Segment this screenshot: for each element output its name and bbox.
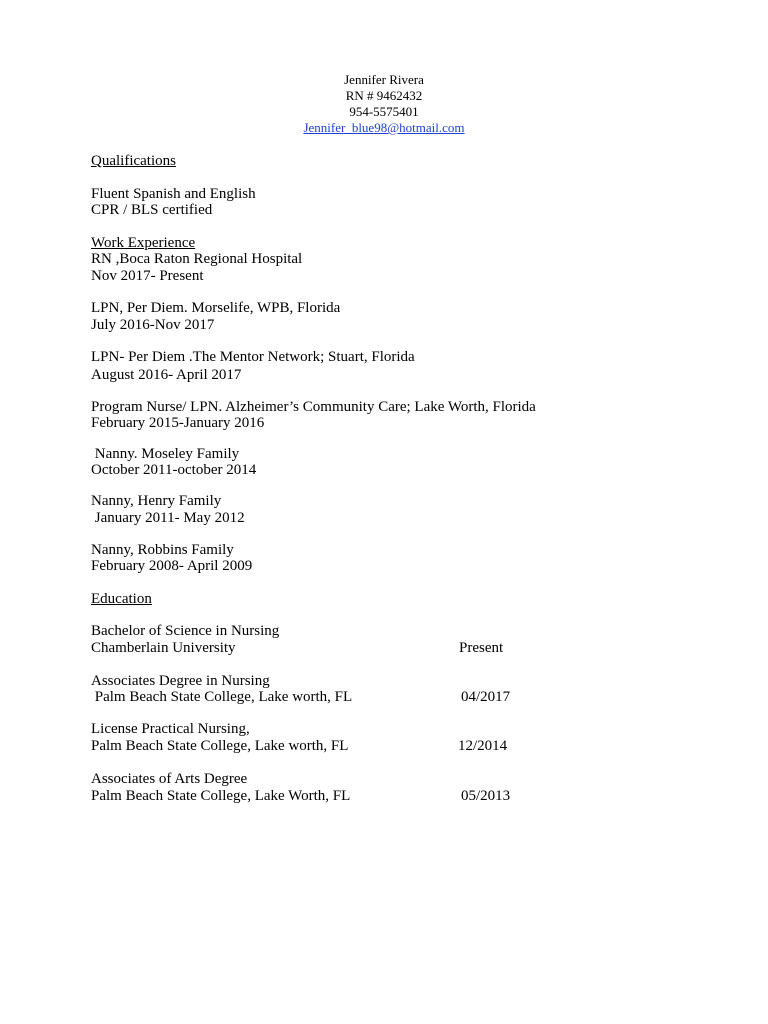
school-name: Palm Beach State College, Lake worth, FL <box>91 689 353 705</box>
degree-name: Associates Degree in Nursing <box>91 673 270 689</box>
education-date: 05/2013 <box>461 788 511 804</box>
job-dates: January 2011- May 2012 <box>91 510 245 526</box>
work-experience-heading: Work Experience <box>91 235 196 251</box>
education-heading: Education <box>91 591 152 607</box>
job-title: RN ,Boca Raton Regional Hospital <box>91 251 303 267</box>
qualification-item: CPR / BLS certified <box>91 202 213 218</box>
license-number: RN # 9462432 <box>345 88 423 103</box>
job-title: Nanny. Moseley Family <box>91 446 240 462</box>
qualifications-heading: Qualifications <box>91 153 176 169</box>
candidate-name: Jennifer Rivera <box>344 72 424 87</box>
school-name: Palm Beach State College, Lake worth, FL <box>91 738 349 754</box>
job-title: Program Nurse/ LPN. Alzheimer’s Community Care; Lake Worth, Florida <box>91 399 536 415</box>
email-line <box>0 120 768 136</box>
school-name: Chamberlain University <box>91 640 236 656</box>
job-title: Nanny, Robbins Family <box>91 542 234 558</box>
job-title: LPN- Per Diem .The Mentor Network; Stuart, Florida <box>91 349 415 365</box>
job-title: LPN, Per Diem. Morselife, WPB, Florida <box>91 300 341 316</box>
job-dates: February 2008- April 2009 <box>91 558 253 574</box>
degree-name: License Practical Nursing, <box>91 721 250 737</box>
job-dates: October 2011-october 2014 <box>91 462 257 478</box>
degree-name: Bachelor of Science in Nursing <box>91 623 280 639</box>
job-title: Nanny, Henry Family <box>91 493 222 509</box>
qualification-item: Fluent Spanish and English <box>91 186 256 202</box>
job-dates: Nov 2017- Present <box>91 268 204 284</box>
degree-name: Associates of Arts Degree <box>91 771 248 787</box>
education-date: 04/2017 <box>461 689 511 705</box>
education-date: 12/2014 <box>458 738 508 754</box>
phone-number: 954-5575401 <box>349 104 419 119</box>
education-date: Present <box>459 640 504 656</box>
school-name: Palm Beach State College, Lake Worth, FL <box>91 788 351 804</box>
email-link[interactable]: Jennifer_blue98@hotmail.com <box>303 120 465 135</box>
job-dates: August 2016- April 2017 <box>91 367 242 383</box>
job-dates: February 2015-January 2016 <box>91 415 265 431</box>
job-dates: July 2016-Nov 2017 <box>91 317 215 333</box>
